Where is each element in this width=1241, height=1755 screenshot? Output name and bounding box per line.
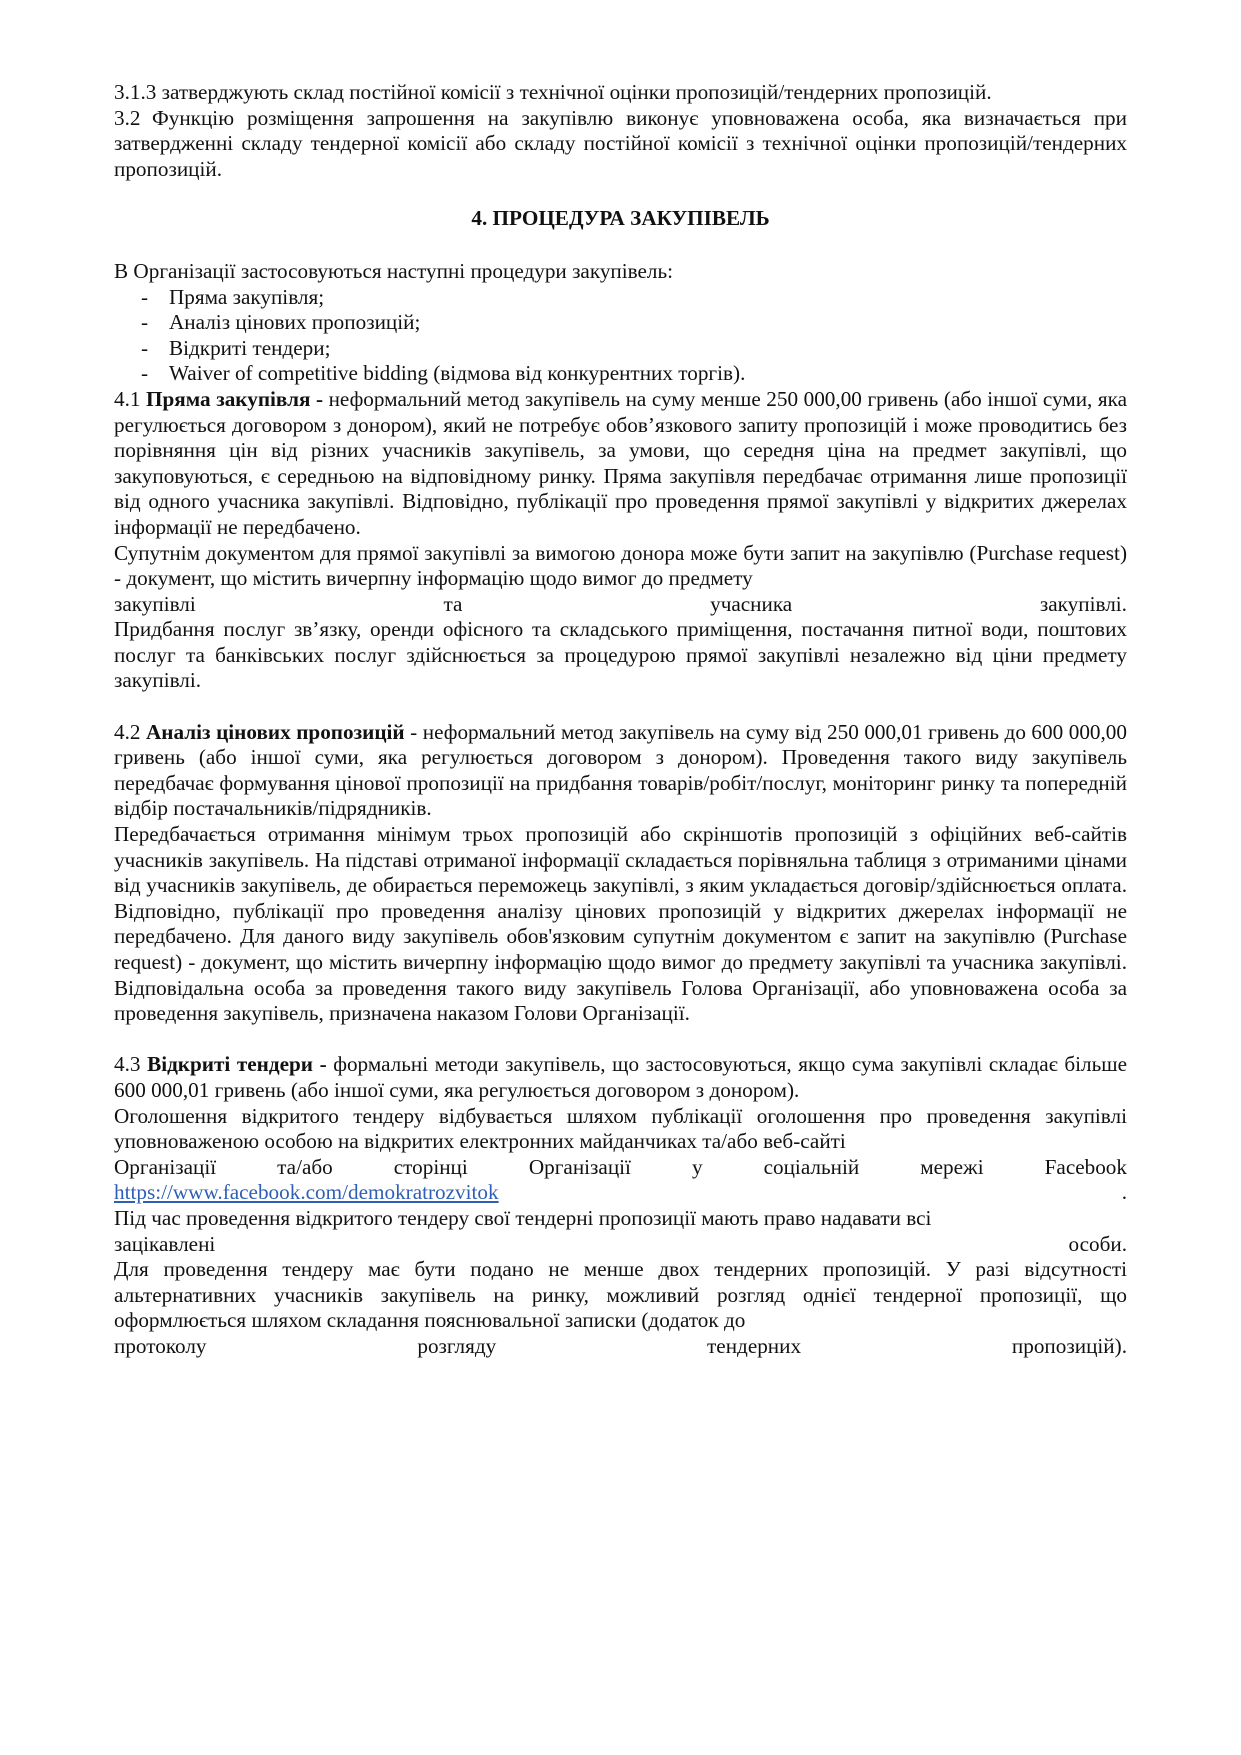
clause-text: Функцію розміщення запрошення на закупівлю виконує уповноважена особа, яка визначається при затвердженні складу тендерної комісії або складу постійної комісії з технічної оцінки пропозицій/тендерних пропозицій. (114, 105, 1127, 181)
word: та/або (277, 1154, 333, 1179)
word: пропозицій). (1011, 1333, 1127, 1358)
list-item: - Аналіз цінових пропозицій; (114, 310, 1127, 336)
trailing-period: . (1121, 1180, 1127, 1205)
spacer (114, 694, 1127, 720)
procedures-intro: В Організації застосовуються наступні процедури закупівель: (114, 258, 674, 283)
paragraph-4-3-minimum-bids: Для проведення тендеру має бути подано не менше двох тендерних пропозицій. У разі відсутності альтернативних учасників закупівель на ринку, можливий розгляд однієї тендерної пропозиції, що оформлюється шляхом складання пояснювальної записки (додаток до (114, 1257, 1127, 1333)
paragraph-4-1-services: Придбання послуг зв’язку, оренди офісного та складського приміщення, постачання питної води, поштових послуг та банківських послуг здійснюється за процедурою прямої закупівлі незалежно від ціни предмету закупівлі. (114, 617, 1127, 693)
word: та (443, 591, 463, 616)
clause-title: Аналіз цінових пропозицій (146, 719, 405, 744)
word: розгляду (417, 1333, 497, 1358)
word: зацікавлені (114, 1231, 216, 1256)
facebook-link[interactable]: https://www.facebook.com/demokratrozvitok (114, 1180, 499, 1205)
word: Організації (114, 1154, 217, 1179)
justified-line (114, 1155, 1127, 1181)
paragraph-3-1-3: 3.1.3 затверджують склад постійної комісії з технічної оцінки пропозицій/тендерних пропозицій. (114, 80, 992, 104)
word: учасника (710, 591, 793, 616)
clause-text: неформальний метод закупівель на суму менше 250 000,00 гривень (або іншої суми, яка регулюється договором з донором), який не потребує обов’язкового запиту пропозицій і може проводитись без порівняння цін від різних учасників закупівель, за умови, що середня ціна на предмет закупівлі, що закуповуються, є середньою на відповідному ринку. Пряма закупівля передбачає отримання лише пропозиції від одного учасника закупівлі. Відповідно, публікації про проведення прямої закупівлі у відкритих джерелах інформації не передбачено. (114, 386, 1128, 539)
word: соціальній (763, 1154, 860, 1179)
paragraph-4-1 (114, 387, 1127, 541)
word: закупівлі (114, 591, 196, 616)
word: мережі (920, 1154, 984, 1179)
clause-number: 4.2 (114, 719, 146, 744)
word: закупівлі. (1039, 591, 1127, 616)
word: особи. (1068, 1231, 1127, 1256)
section-heading: 4. ПРОЦЕДУРА ЗАКУПІВЕЛЬ (471, 206, 770, 231)
procedures-list (114, 285, 1127, 387)
paragraph-4-3 (114, 1052, 1127, 1103)
list-item: - Відкриті тендери; (114, 336, 1127, 362)
clause-number: 4.3 (114, 1052, 148, 1077)
list-item: - Waiver of competitive bidding (відмова від конкурентних торгів). (114, 361, 1127, 387)
paragraph-3-2 (114, 106, 1127, 183)
paragraph-4-2 (114, 720, 1127, 822)
paragraph-4-2-details: Передбачається отримання мінімум трьох пропозицій або скріншотів пропозицій з офіційних веб-сайтів учасників закупівель. На підставі отриманої інформації складається порівняльна таблиця з отриманими цінами від учасників закупівель, де обирається переможець закупівлі, з яким укладається договір/здійснюється оплата. Відповідно, публікації про проведення аналізу цінових пропозицій у відкритих джерелах інформації не передбачено. Для даного виду закупівель обов'язковим супутнім документом є запит на закупівлю (Purchase request) - документ, що містить вичерпну інформацію щодо вимог до предмету закупівлі та учасника закупівлі. Відповідальна особа за проведення такого виду закупівель Голова Організації, або уповноважена особа за проведення закупівель, призначена наказом Голови Організації. (114, 822, 1127, 1026)
justified-line (114, 1334, 1127, 1360)
word: у (691, 1154, 703, 1179)
paragraph-4-3-participants: Під час проведення відкритого тендеру свої тендерні пропозиції мають право надавати всі (114, 1205, 932, 1230)
justified-line (114, 592, 1127, 618)
paragraph-4-3-announcement: Оголошення відкритого тендеру відбувається шляхом публікації оголошення про проведення закупівлі уповноваженою особою на відкритих електронних майданчиках та/або веб-сайті (114, 1103, 1127, 1154)
clause-number: 4.1 (114, 386, 147, 411)
word: сторінці (393, 1154, 468, 1179)
word: протоколу (114, 1333, 207, 1358)
paragraph-4-1-supporting-doc: Супутнім документом для прямої закупівлі за вимогою донора може бути запит на закупівлю (Purchase request) - документ, що містить вичерпну інформацію щодо вимог до предмету (114, 540, 1127, 591)
clause-text: - неформальний метод закупівель на суму від 250 000,01 гривень до 600 000,00 гривень (або іншої суми, яка регулюється договором з донором). Проведення такого виду закупівель передбачає формування цінової пропозиції на придбання товарів/робіт/послуг, моніторинг ринку та попередній відбір постачальників/підрядників. (114, 719, 1127, 821)
spacer (114, 1027, 1127, 1053)
list-item: - Пряма закупівля; (114, 285, 1127, 311)
document-page (114, 80, 1127, 1360)
clause-title: Пряма закупівля - (146, 386, 324, 411)
word: Facebook (1044, 1154, 1127, 1179)
word: Організації (528, 1154, 631, 1179)
link-line (114, 1180, 1127, 1206)
clause-number: 3.2 (114, 105, 141, 130)
word: тендерних (707, 1333, 802, 1358)
justified-line (114, 1232, 1127, 1258)
clause-title: Відкриті тендери - (147, 1052, 327, 1077)
clause-text: формальні методи закупівель, що застосовуються, якщо сума закупівлі складає більше 600 000,01 гривень (або іншої суми, яка регулюється договором з донором). (114, 1052, 1127, 1102)
